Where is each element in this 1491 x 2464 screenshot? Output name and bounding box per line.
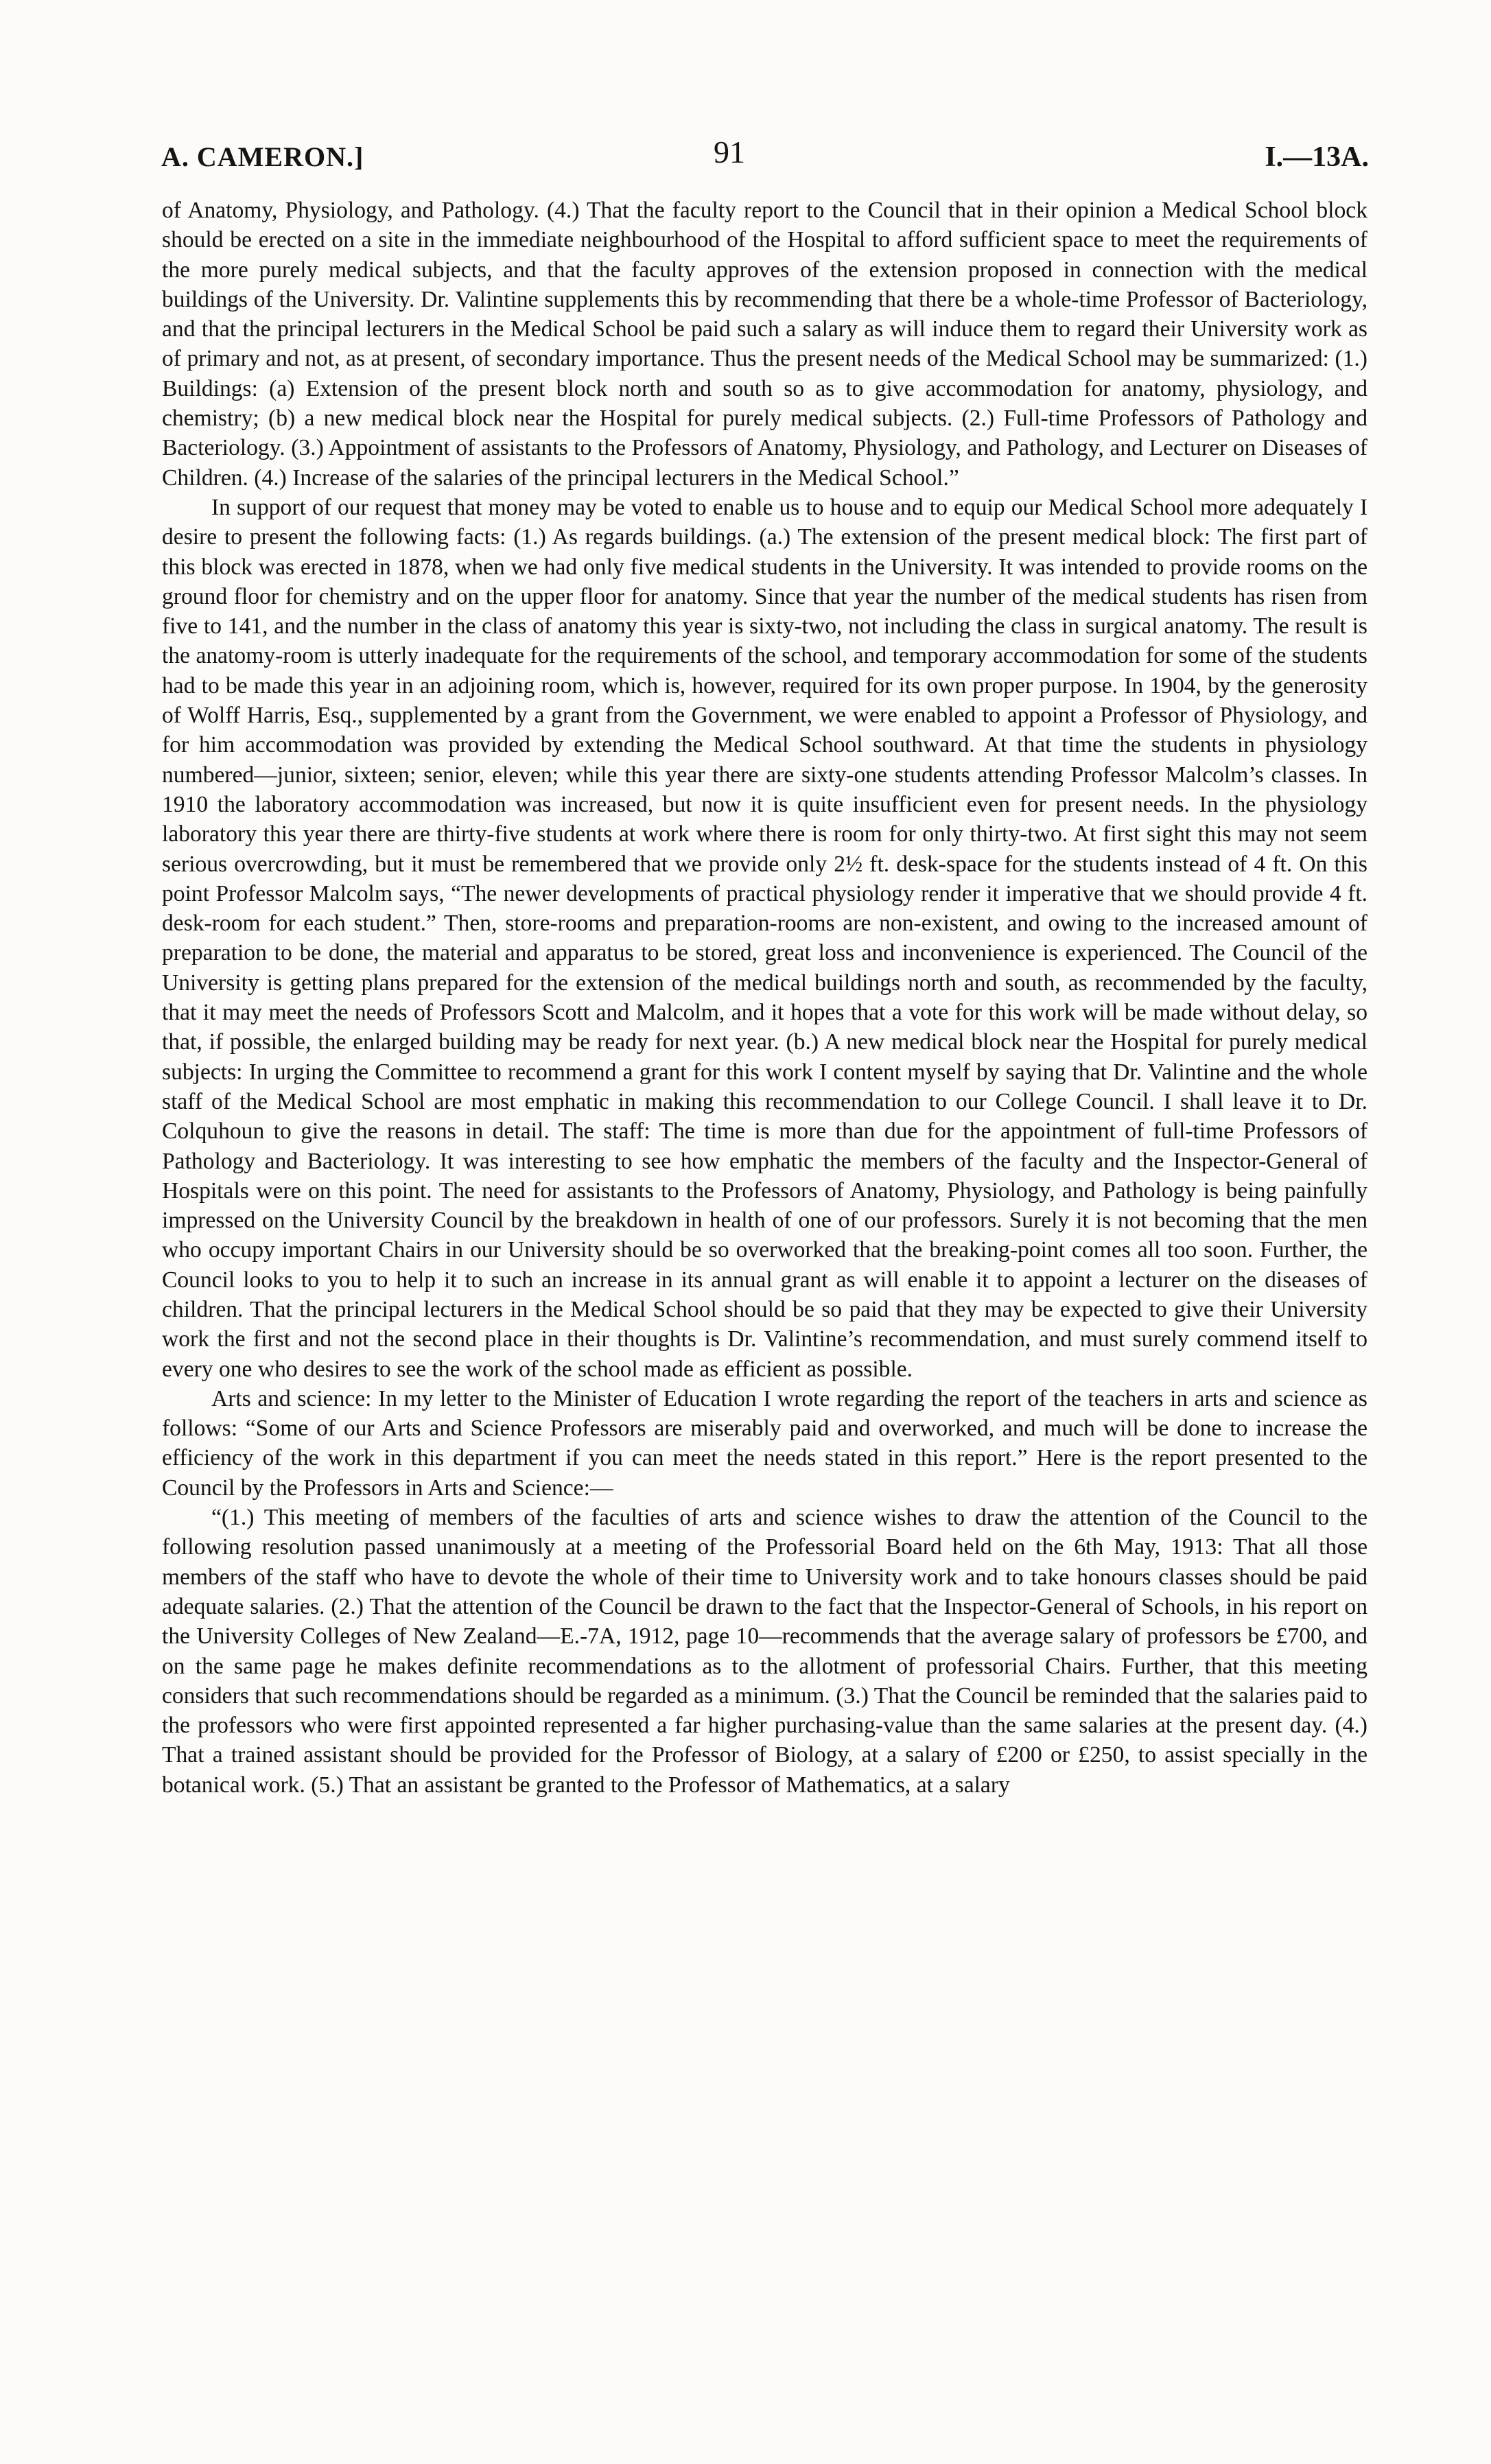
paragraph-medical-school-support: In support of our request that money may be voted to enable us to house and to equip our Medical School more adequately I desire to present the following facts: (1.) As regards buildings. (a.) The extension of the present medical block: The first part of this block was erected in 1878, when we had only five medical students in the University. It was intended to provide rooms on the ground floor for chemistry and on the upper floor for anatomy. Since that year the number of the medical students has risen from five to 141, and the number in the class of anatomy this year is sixty-two, not including the class in surgical anatomy. The result is the anatomy-room is utterly inadequate for the requirements of the school, and temporary accommodation for some of the students had to be made this year in an adjoining room, which is, however, required for its own proper purpose. In 1904, by the generosity of Wolff Harris, Esq., supplemented by a grant from the Government, we were enabled to appoint a Professor of Physiology, and for him accommodation was provided by extending the Medical School southward. At that time the students in physiology numbered—junior, sixteen; senior, eleven; while this year there are sixty-one students attending Professor Malcolm’s classes. In 1910 the laboratory accommodation was increased, but now it is quite insufficient even for present needs. In the physiology laboratory this year there are thirty-five students at work where there is room for only thirty-two. At first sight this may not seem serious overcrowding, but it must be remembered that we provide only 2½ ft. desk-space for the students instead of 4 ft. On this point Professor Malcolm says, “The newer developments of practical physiology render it imperative that we should provide 4 ft. desk-room for each student.” Then, store-rooms and preparation-rooms are non-existent, and owing to the increased amount of preparation to be done, the material and apparatus to be stored, great loss and inconvenience is experienced. The Council of the University is getting plans prepared for the extension of the medical buildings north and south, as recommended by the faculty, that it may meet the needs of Professors Scott and Malcolm, and it hopes that a vote for this work will be made without delay, so that, if possible, the enlarged building may be ready for next year. (b.) A new medical block near the Hospital for purely medical subjects: In urging the Committee to recommend a grant for this work I content myself by saying that Dr. Valintine and the whole staff of the Medical School are most emphatic in making this recommendation to our College Council. I shall leave it to Dr. Colquhoun to give the reasons in detail. The staff: The time is more than due for the appointment of full-time Professors of Pathology and Bacteriology. It was interesting to see how emphatic the members of the faculty and the Inspector-General of Hospitals were on this point. The need for assistants to the Professors of Anatomy, Physiology, and Pathology is being painfully impressed on the University Council by the breakdown in health of one of our professors. Surely it is not becoming that the men who occupy important Chairs in our University should be so overworked that the breaking-point comes all too soon. Further, the Council looks to you to help it to such an increase in its annual grant as will enable it to appoint a lecturer on the diseases of children. That the principal lecturers in the Medical School should be so paid that they may be expected to give their University work the first and not the second place in their thoughts is Dr. Valintine’s recommendation, and must surely commend itself to every one who desires to see the work of the school made as efficient as possible. <box>162 494 1367 1382</box>
page-number: 91 <box>714 134 745 169</box>
paragraph-medical-school-summary: of Anatomy, Physiology, and Pathology. (4.) That the faculty report to the Council that in their opinion a Medical School block should be erected on a site in the immediate neighbourhood of the Hospital to afford sufficient space to meet the requirements of the more purely medical subjects, and that the faculty approves of the extension proposed in connection with the medical buildings of the University. Dr. Valintine supplements this by recommending that there be a whole-time Professor of Bacteriology, and that the principal lecturers in the Medical School be paid such a salary as will induce them to regard their University work as of primary and not, as at present, of secondary importance. Thus the present needs of the Medical School may be summarized: (1.) Buildings: (a) Extension of the present block north and south so as to give accommodation for anatomy, physiology, and chemistry; (b) a new medical block near the Hospital for purely medical subjects. (2.) Full-time Professors of Pathology and Bacteriology. (3.) Appointment of assistants to the Professors of Anatomy, Physiology, and Pathology, and Lecturer on Diseases of Children. (4.) Increase of the salaries of the principal lecturers in the Medical School.” <box>162 198 1367 491</box>
document-reference: I.—13A. <box>1265 141 1369 173</box>
page-header <box>161 134 1369 182</box>
paragraph-faculty-resolution: “(1.) This meeting of members of the faculties of arts and science wishes to draw the attention of the Council to the following resolution passed unanimously at a meeting of the Professorial Board held on the 6th May, 1913: That all those members of the staff who have to devote the whole of their time to University work and to take honours classes should be paid adequate salaries. (2.) That the attention of the Council be drawn to the fact that the Inspector-General of Schools, in his report on the University Colleges of New Zealand—E.-7A, 1912, page 10—recommends that the average salary of professors be £700, and on the same page he makes definite recommendations as to the allotment of professorial Chairs. Further, that this meeting considers that such recommendations should be regarded as a minimum. (3.) That the Council be reminded that the salaries paid to the professors who were first appointed represented a far higher purchasing-value than the same salaries at the present day. (4.) That a trained assistant should be provided for the Professor of Biology, at a salary of £200 or £250, to assist specially in the botanical work. (5.) That an assistant be granted to the Professor of Mathematics, at a salary <box>162 1505 1367 1798</box>
body-text <box>162 196 1367 1800</box>
header-author: A. CAMERON.] <box>161 141 364 172</box>
paragraph-arts-and-science: Arts and science: In my letter to the Minister of Education I wrote regarding the report of the teachers in arts and science as follows: “Some of our Arts and Science Professors are miserably paid and overworked, and much will be done to increase the efficiency of the work in this department if you can meet the needs stated in this report.” Here is the report presented to the Council by the Professors in Arts and Science:— <box>162 1385 1367 1501</box>
